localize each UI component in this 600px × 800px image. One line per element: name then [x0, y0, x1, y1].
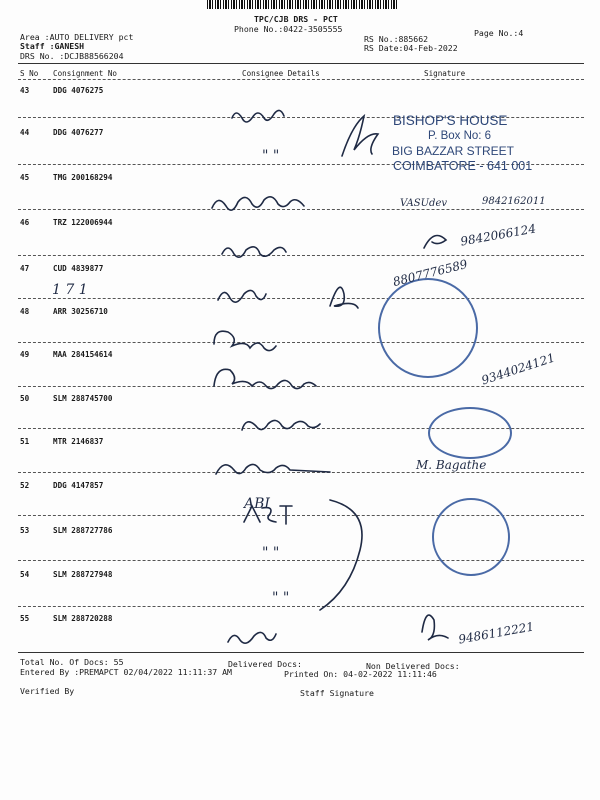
staff-label: Staff :GANESH [20, 41, 85, 51]
row-consignment: DDG 4076275 [53, 86, 104, 95]
rs-number: RS No.:885662 [364, 34, 429, 44]
ditto-mark: " " [272, 590, 290, 606]
rs-date: RS Date:04-Feb-2022 [364, 43, 458, 53]
handwritten-phone-5: 9486112221 [457, 619, 535, 647]
row-consignment: SLM 288745700 [53, 394, 113, 403]
ditto-mark: " " [262, 545, 280, 561]
handwritten-phone-3: 8807776589 [391, 256, 469, 290]
handwritten-mark-2: ABI [244, 496, 270, 512]
page-number: Page No.:4 [474, 28, 524, 38]
row-consignment: DDG 4076277 [53, 128, 104, 137]
row-sno: 46 [20, 218, 30, 227]
drs-number: DRS No. :DCJB88566204 [20, 51, 124, 61]
ditto-mark: " " [262, 148, 280, 164]
row-sno: 53 [20, 526, 30, 535]
phone-number: Phone No.:0422-3505555 [234, 24, 343, 34]
handwritten-phone-1: 9842162011 [482, 196, 546, 207]
handwritten-phone-4: 9344024121 [479, 350, 557, 388]
row-consignment: SLM 288720288 [53, 614, 113, 623]
row-sno: 55 [20, 614, 30, 623]
row-consignment: DDG 4147857 [53, 481, 104, 490]
column-consignee: Consignee Details [242, 69, 320, 78]
row-sno: 47 [20, 264, 30, 273]
verified-by: Verified By [20, 686, 75, 696]
stamp-line-2: P. Box No: 6 [428, 130, 492, 142]
non-delivered-docs: Non Delivered Docs: [366, 661, 460, 671]
column-sno: S No [20, 69, 39, 78]
handwritten-name-vasudev: VASUdev [400, 198, 448, 209]
row-sno: 51 [20, 437, 30, 446]
row-sno: 45 [20, 173, 30, 182]
handwritten-mark-1: 1 7 1 [52, 282, 88, 298]
row-consignment: ARR 30256710 [53, 307, 108, 316]
row-sno: 44 [20, 128, 30, 137]
row-consignment: SLM 288727948 [53, 570, 113, 579]
stamp-line-4: COIMBATORE - 641 001 [393, 159, 533, 173]
area-label: Area :AUTO DELIVERY pct [20, 32, 134, 42]
handwritten-phone-2: 9842066124 [459, 221, 537, 249]
row-consignment: TRZ 122006944 [53, 218, 113, 227]
row-sno: 48 [20, 307, 30, 316]
handwritten-name-1: M. Bagathe [416, 458, 487, 472]
stamp-line-3: BIG BAZZAR STREET [392, 144, 515, 158]
delivered-docs: Delivered Docs: [228, 659, 302, 669]
staff-signature: Staff Signature [300, 688, 374, 698]
row-sno: 54 [20, 570, 30, 579]
row-sno: 52 [20, 481, 30, 490]
row-consignment: TMG 200168294 [53, 173, 113, 182]
row-consignment: MAA 284154614 [53, 350, 113, 359]
row-sno: 49 [20, 350, 30, 359]
row-consignment: MTR 2146837 [53, 437, 104, 446]
document-title: TPC/CJB DRS - PCT [254, 14, 338, 24]
column-consignment: Consignment No [53, 69, 118, 78]
entered-by: Entered By :PREMAPCT 02/04/2022 11:11:37 AM [20, 667, 232, 677]
row-consignment: CUD 4839877 [53, 264, 104, 273]
row-consignment: SLM 288727786 [53, 526, 113, 535]
stamp-line-1: BISHOP'S HOUSE [393, 113, 508, 128]
total-docs: Total No. Of Docs: 55 [20, 657, 124, 667]
printed-on: Printed On: 04-02-2022 11:11:46 [284, 669, 437, 679]
row-sno: 43 [20, 86, 30, 95]
column-signature: Signature [424, 69, 466, 78]
row-sno: 50 [20, 394, 30, 403]
